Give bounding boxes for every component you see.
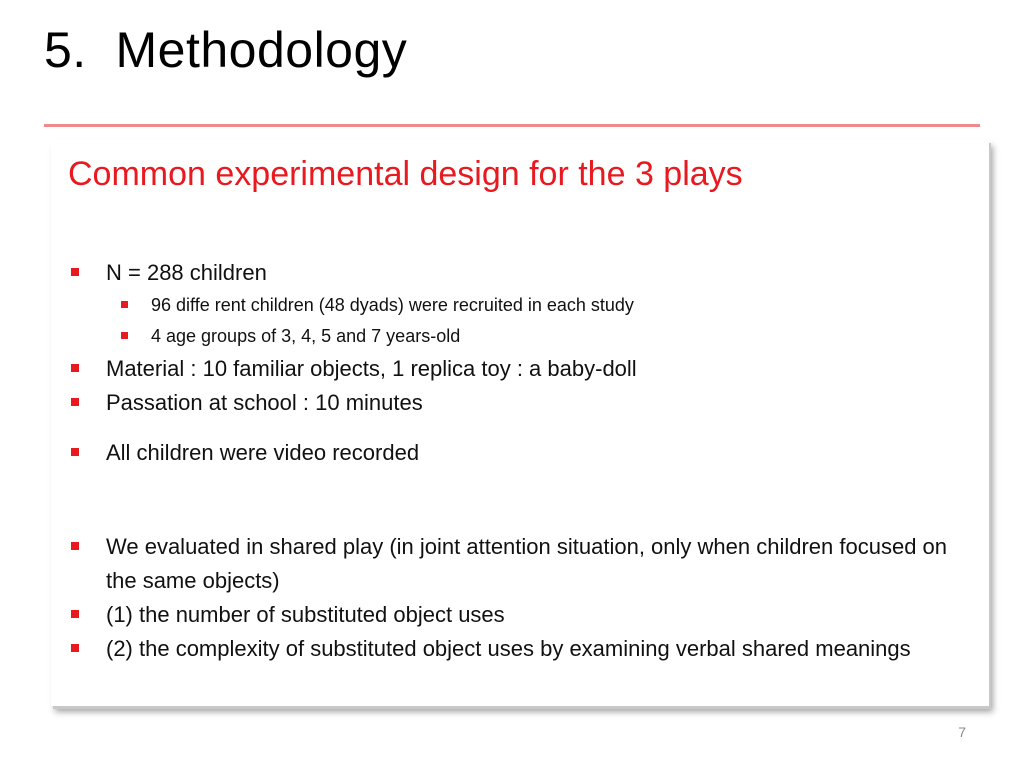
bullet-item	[68, 530, 948, 598]
bullet-text: We evaluated in shared play (in joint attention situation, only when children focused on the same objects)	[106, 534, 948, 593]
sub-bullet-item	[68, 290, 948, 321]
square-bullet-icon	[71, 268, 79, 276]
bullet-item	[68, 436, 948, 470]
bullet-item	[68, 632, 948, 666]
bullet-text: Material : 10 familiar objects, 1 replica toy : a baby-doll	[106, 356, 637, 381]
sub-bullet-text: 4 age groups of 3, 4, 5 and 7 years-old	[151, 326, 461, 346]
square-bullet-icon	[71, 398, 79, 406]
content-box	[51, 140, 989, 706]
bullet-list	[68, 256, 948, 666]
bullet-text: All children were video recorded	[106, 440, 420, 465]
bullet-item	[68, 598, 948, 632]
bullet-text: (2) the complexity of substituted object uses by examining verbal shared meanings	[106, 636, 911, 661]
square-bullet-icon	[71, 610, 79, 618]
bullet-text: Passation at school : 10 minutes	[106, 390, 423, 415]
square-bullet-icon	[71, 542, 79, 550]
square-bullet-icon	[121, 332, 128, 339]
bullet-text: (1) the number of substituted object uses	[106, 602, 505, 627]
bullet-item	[68, 256, 948, 290]
square-bullet-icon	[71, 448, 79, 456]
sub-bullet-item	[68, 321, 948, 352]
square-bullet-icon	[121, 301, 128, 308]
slide-subtitle: Common experimental design for the 3 plays	[68, 155, 743, 193]
page-number: 7	[958, 724, 966, 740]
square-bullet-icon	[71, 644, 79, 652]
bullet-item	[68, 352, 948, 386]
title-divider	[44, 124, 980, 127]
square-bullet-icon	[71, 364, 79, 372]
bullet-item	[68, 386, 948, 420]
sub-bullet-text: 96 diffe rent children (48 dyads) were recruited in each study	[151, 295, 634, 315]
slide-title: 5. Methodology	[44, 22, 408, 78]
bullet-text: N = 288 children	[106, 260, 267, 285]
